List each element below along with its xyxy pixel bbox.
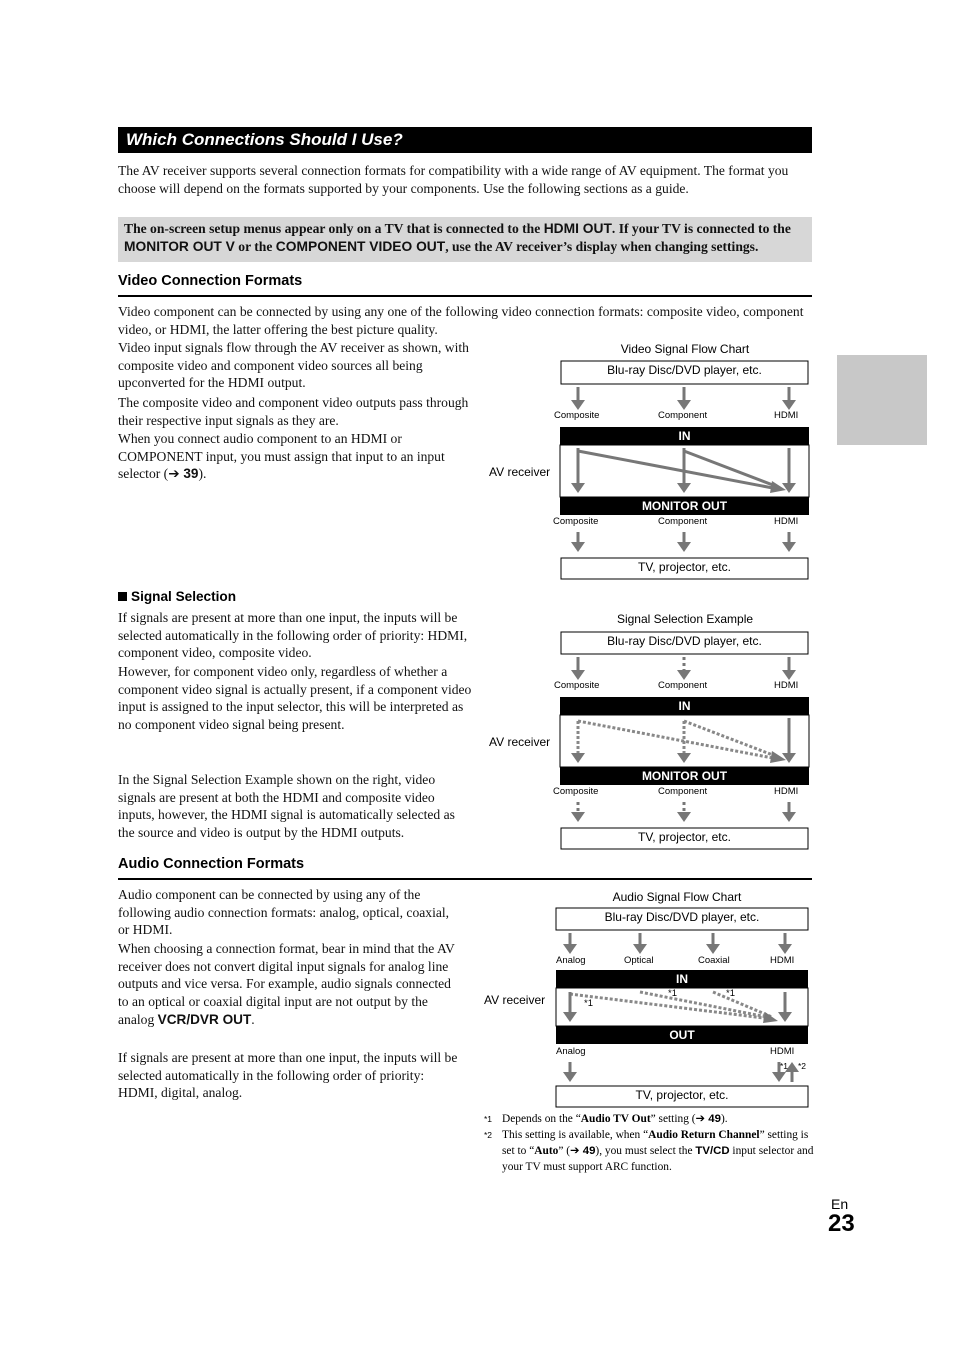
video-heading: Video Connection Formats xyxy=(118,273,303,289)
signal-selection-example-chart xyxy=(480,610,820,855)
chart-title: Audio Signal Flow Chart xyxy=(612,890,742,904)
audio-para-1: Audio component can be connected by using any of the following audio connection formats: analog, optical, coaxial, or HDMI. xyxy=(118,887,450,938)
out-label-analog: Analog xyxy=(556,1046,586,1057)
signal-para-2: However, for component video only, regardless of whether a component video signal is actually present, if a component video input is assigned to the input selector, this will be interpreted as no component video signal being present. xyxy=(118,664,472,733)
in-bar: IN xyxy=(678,699,691,713)
footnote-marker: *1 xyxy=(584,998,593,1009)
section-title-bar xyxy=(118,127,812,153)
out-label-component: Component xyxy=(658,516,708,527)
video-signal-flow-chart xyxy=(480,340,820,585)
in-label-hdmi: HDMI xyxy=(770,955,795,966)
signal-heading: Signal Selection xyxy=(118,589,236,604)
audio-signal-flow-chart xyxy=(476,888,816,1113)
chart-title: Signal Selection Example xyxy=(616,612,754,626)
out-bar: OUT xyxy=(669,1028,695,1042)
chart-title: Video Signal Flow Chart xyxy=(620,342,750,356)
in-label-coaxial: Coaxial xyxy=(698,955,730,966)
footnote-marker: *1 xyxy=(726,988,735,999)
language-code: En xyxy=(831,1196,849,1212)
source-box: Blu-ray Disc/DVD player, etc. xyxy=(607,363,762,377)
divider xyxy=(118,295,812,297)
intro-paragraph: The AV receiver supports several connection formats for compatibility with a wide range of AV equipment. The format you choose will depend on the formats supported by your components. Use the following sections as a guide. xyxy=(118,163,789,196)
video-para-1: Video component can be connected by using any one of the following video connection formats: composite video, component video, or HDMI, the latter offering the best picture quality. xyxy=(118,304,804,337)
out-label-hdmi: HDMI xyxy=(770,1046,795,1057)
audio-para-2: When choosing a connection format, bear in mind that the AV receiver does not convert digital input signals for analog line outputs and vice versa. For example, audio signals connected to an optical or coaxial digital input are not output by the analog VCR/DVR OUT. xyxy=(118,941,455,1027)
out-label-composite: Composite xyxy=(553,786,599,797)
in-label-optical: Optical xyxy=(624,955,654,966)
audio-para-3: If signals are present at more than one input, the inputs will be selected automatically in the following order of priority: HDMI, digital, analog. xyxy=(118,1050,458,1101)
in-bar: IN xyxy=(678,429,691,443)
footnote-marker: *1 xyxy=(668,988,677,999)
divider xyxy=(118,878,812,880)
page-number: 23 xyxy=(828,1210,855,1237)
in-label-composite: Composite xyxy=(554,680,600,691)
out-label-hdmi: HDMI xyxy=(774,786,799,797)
sink-box: TV, projector, etc. xyxy=(638,560,731,574)
av-receiver-label: AV receiver xyxy=(489,735,551,749)
square-bullet-icon xyxy=(118,592,127,601)
out-label-component: Component xyxy=(658,786,708,797)
in-label-analog: Analog xyxy=(556,955,586,966)
audio-heading: Audio Connection Formats xyxy=(118,856,305,872)
footnote-marker: *2 xyxy=(798,1061,807,1071)
sink-box: TV, projector, etc. xyxy=(635,1088,729,1102)
out-label-composite: Composite xyxy=(553,516,599,527)
out-label-hdmi: HDMI xyxy=(774,516,799,527)
av-receiver-label: AV receiver xyxy=(484,993,546,1007)
footnote-2: $^{*2}$ This setting is available, when “Audio Return Channel” setting is set to “Auto” (➔ 49), you must select the TV/CD input selector and your TV must support ARC function. xyxy=(484,1129,814,1173)
in-label-composite: Composite xyxy=(554,410,600,421)
video-para-4: When you connect audio component to an HDMI or COMPONENT input, you must assign that input to an input selector (➔ 39). xyxy=(118,431,445,482)
av-receiver-label: AV receiver xyxy=(489,465,551,479)
in-label-hdmi: HDMI xyxy=(774,680,799,691)
video-para-2: Video input signals flow through the AV receiver as shown, with composite video and component video sources all being upconverted for the HDMI output. xyxy=(118,340,469,391)
monitor-out-bar: MONITOR OUT xyxy=(641,769,728,783)
in-label-component: Component xyxy=(658,680,708,691)
note-box: The on-screen setup menus appear only on a TV that is connected to the HDMI OUT. If your TV is connected to the MONITOR OUT V or the COMPONENT VIDEO OUT, use the AV receiver’s display when changing settings. xyxy=(118,217,812,262)
footnote-1: $^{*1}$ Depends on the “Audio TV Out” setting (➔ 49). xyxy=(484,1113,728,1125)
in-bar: IN xyxy=(676,972,688,986)
in-label-hdmi: HDMI xyxy=(774,410,799,421)
side-tab xyxy=(837,355,927,445)
source-box: Blu-ray Disc/DVD player, etc. xyxy=(607,634,762,648)
signal-para-3: In the Signal Selection Example shown on the right, video signals are present at both the HDMI and composite video inputs, however, the HDMI signal is automatically selected as the source and video is output by the HDMI outputs. xyxy=(118,772,455,841)
source-box: Blu-ray Disc/DVD player, etc. xyxy=(604,910,760,924)
section-title: Which Connections Should I Use? xyxy=(126,130,403,149)
in-label-component: Component xyxy=(658,410,708,421)
monitor-out-bar: MONITOR OUT xyxy=(641,499,728,513)
video-para-3: The composite video and component video outputs pass through their respective input signals as they are. xyxy=(118,395,469,428)
signal-para-1: If signals are present at more than one input, the inputs will be selected automatically in the following order of priority: HDMI, component video, composite video. xyxy=(118,610,468,661)
sink-box: TV, projector, etc. xyxy=(638,830,731,844)
footnote-marker: *1 xyxy=(780,1061,789,1071)
